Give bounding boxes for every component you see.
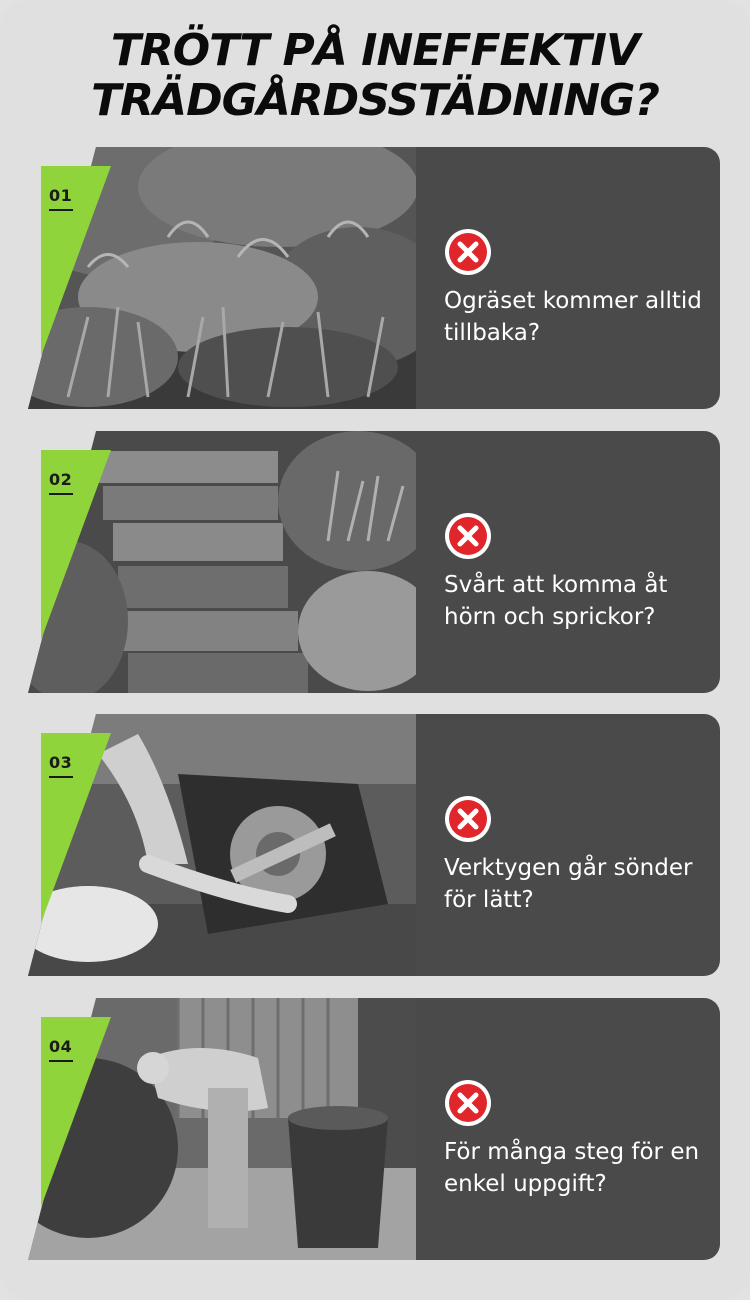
x-icon — [444, 1079, 492, 1127]
problem-card-1 — [28, 147, 720, 409]
problem-number: 03 — [49, 753, 73, 772]
x-icon — [444, 512, 492, 560]
problem-card-4 — [28, 998, 720, 1260]
problem-card-2 — [28, 431, 720, 693]
problem-text: För många steg för en enkel uppgift? — [444, 1139, 700, 1197]
problem-number: 01 — [49, 186, 73, 205]
x-icon — [444, 228, 492, 276]
problem-number: 02 — [49, 470, 73, 489]
problem-number: 04 — [49, 1037, 73, 1056]
number-underline — [49, 776, 73, 778]
headline-line-1: TRÖTT PÅ INEFFEKTIV — [110, 25, 640, 76]
problem-text: Ogräset kommer alltid tillbaka? — [444, 288, 702, 346]
number-underline — [49, 1060, 73, 1062]
problem-panel — [416, 431, 720, 693]
headline-line-2: TRÄDGÅRDSSTÄDNING? — [91, 75, 659, 126]
number-underline — [49, 493, 73, 495]
problem-text: Svårt att komma åt hörn och sprickor? — [444, 572, 668, 630]
problem-panel — [416, 147, 720, 409]
problem-panel — [416, 998, 720, 1260]
headline — [0, 26, 750, 126]
problem-text: Verktygen går sönder för lätt? — [444, 855, 693, 913]
problem-panel — [416, 714, 720, 976]
number-underline — [49, 209, 73, 211]
problem-card-3 — [28, 714, 720, 976]
x-icon — [444, 795, 492, 843]
